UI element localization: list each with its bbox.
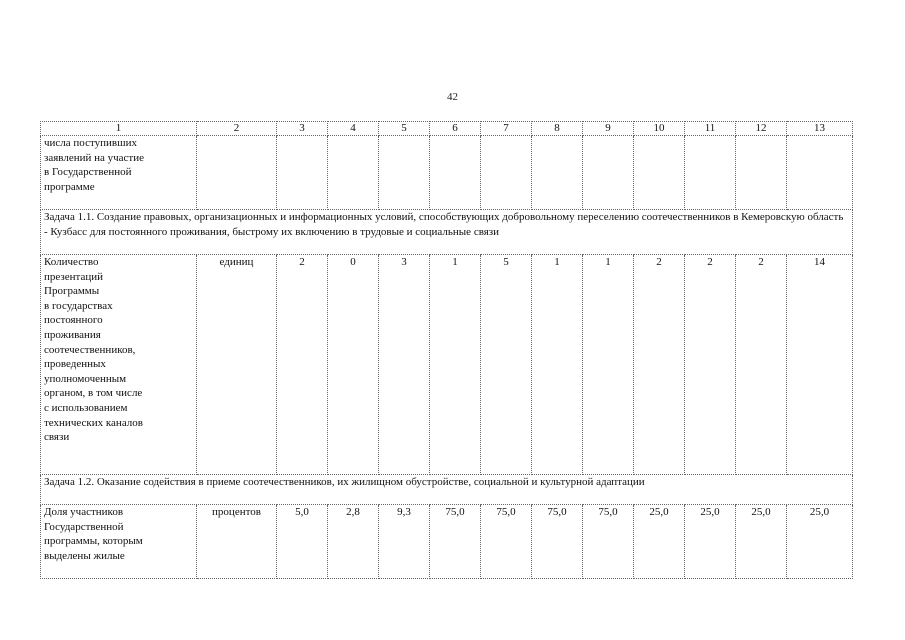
value-cell: 75,0 xyxy=(430,505,481,579)
table-row xyxy=(41,255,853,475)
value-cell: 75,0 xyxy=(583,505,634,579)
value-cell: 9,3 xyxy=(379,505,430,579)
value-cell: 25,0 xyxy=(736,505,787,579)
value-cell: 0 xyxy=(328,255,379,475)
value-cell xyxy=(583,136,634,210)
page-number: 42 xyxy=(447,91,458,103)
column-header: 10 xyxy=(634,122,685,136)
value-cell: 25,0 xyxy=(634,505,685,579)
value-cell: 5 xyxy=(481,255,532,475)
value-cell xyxy=(787,136,853,210)
value-cell xyxy=(685,136,736,210)
indicator-label: Доля участников Государственной программы, которым выделены жилые xyxy=(41,505,197,579)
task-row xyxy=(41,210,853,255)
value-cell: 2 xyxy=(736,255,787,475)
value-cell xyxy=(736,136,787,210)
value-cell: 2 xyxy=(634,255,685,475)
task-heading: Задача 1.1. Создание правовых, организационных и информационных условий, способствующих добровольному переселению соотечественников в Кемеровскую область - Кузбасс для постоянного проживания, быстрому их включению в трудовые и социальные связи xyxy=(41,210,853,255)
value-cell: 75,0 xyxy=(481,505,532,579)
column-header: 1 xyxy=(41,122,197,136)
table-row xyxy=(41,136,853,210)
value-cell: 2,8 xyxy=(328,505,379,579)
value-cell xyxy=(277,136,328,210)
value-cell: 1 xyxy=(430,255,481,475)
unit-cell: единиц xyxy=(197,255,277,475)
value-cell xyxy=(532,136,583,210)
value-cell: 25,0 xyxy=(787,505,853,579)
column-header: 2 xyxy=(197,122,277,136)
value-cell: 14 xyxy=(787,255,853,475)
column-header: 12 xyxy=(736,122,787,136)
value-cell: 75,0 xyxy=(532,505,583,579)
unit-cell: процентов xyxy=(197,505,277,579)
unit-cell xyxy=(197,136,277,210)
value-cell xyxy=(328,136,379,210)
column-header: 8 xyxy=(532,122,583,136)
task-heading: Задача 1.2. Оказание содействия в приеме соотечественников, их жилищном обустройстве, социальной и культурной адаптации xyxy=(41,475,853,505)
value-cell: 1 xyxy=(583,255,634,475)
value-cell: 25,0 xyxy=(685,505,736,579)
column-header: 4 xyxy=(328,122,379,136)
table-row xyxy=(41,505,853,579)
column-header: 5 xyxy=(379,122,430,136)
indicator-label: числа поступивших заявлений на участие в Государственной программе xyxy=(41,136,197,210)
value-cell: 2 xyxy=(685,255,736,475)
column-header: 6 xyxy=(430,122,481,136)
value-cell xyxy=(430,136,481,210)
value-cell: 5,0 xyxy=(277,505,328,579)
value-cell: 3 xyxy=(379,255,430,475)
column-header: 13 xyxy=(787,122,853,136)
column-header: 9 xyxy=(583,122,634,136)
indicators-table xyxy=(40,121,853,579)
value-cell: 2 xyxy=(277,255,328,475)
value-cell: 1 xyxy=(532,255,583,475)
column-header: 11 xyxy=(685,122,736,136)
value-cell xyxy=(481,136,532,210)
column-number-header-row xyxy=(41,122,853,136)
column-header: 3 xyxy=(277,122,328,136)
value-cell xyxy=(634,136,685,210)
indicator-label: Количество презентаций Программы в государствах постоянного проживания соотечественников, проведенных уполномоченным органом, в том числе с использованием технических каналов связи xyxy=(41,255,197,475)
task-row xyxy=(41,475,853,505)
value-cell xyxy=(379,136,430,210)
column-header: 7 xyxy=(481,122,532,136)
